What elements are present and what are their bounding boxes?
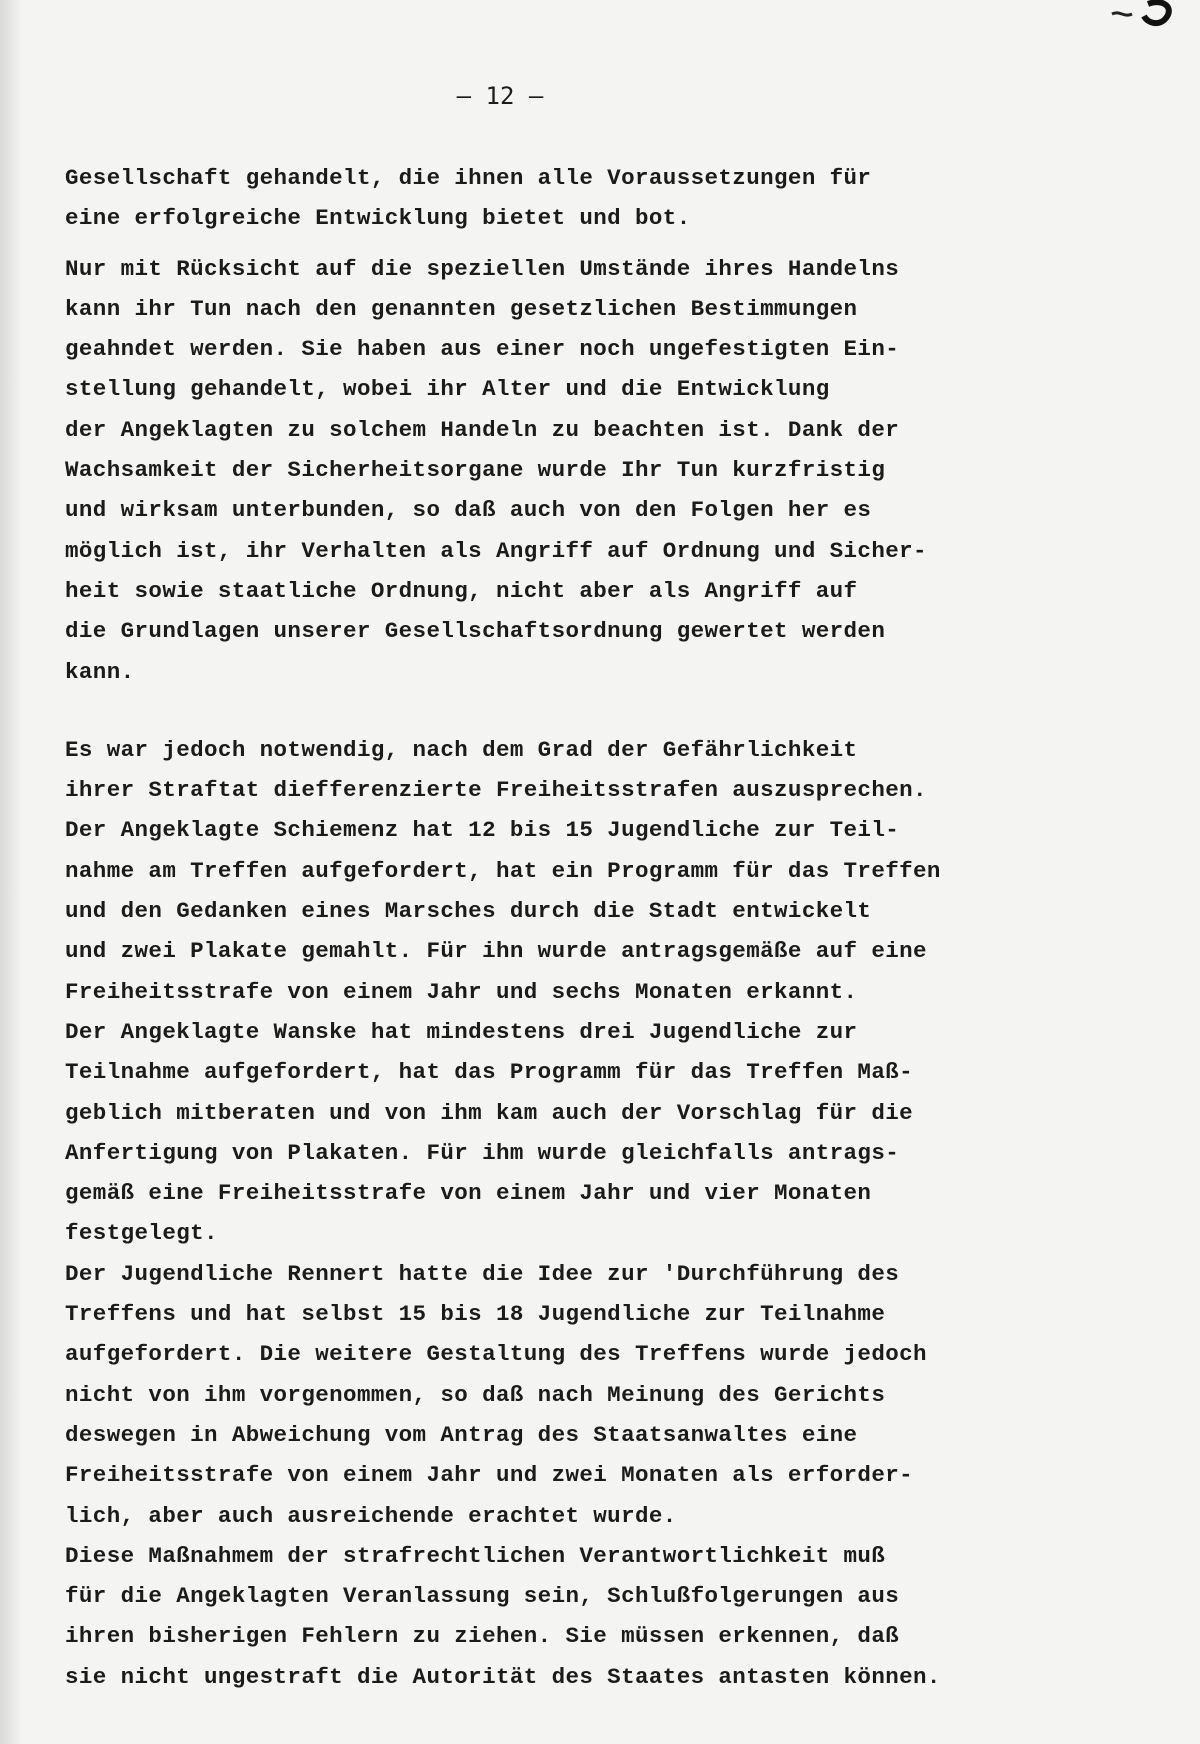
text-line: und den Gedanken eines Marsches durch die Stadt entwickelt [65, 898, 872, 925]
text-line: der Angeklagten zu solchem Handeln zu beachten ist. Dank der [65, 416, 900, 443]
paragraph-gap [65, 692, 1125, 730]
text-line: Freiheitsstrafe von einem Jahr und sechs Monaten erkannt. [65, 978, 858, 1005]
text-line: geahndet werden. Sie haben aus einer noch ungefestigten Ein- [65, 336, 900, 363]
text-line: Der Angeklagte Schiemenz hat 12 bis 15 Jugendliche zur Teil- [65, 817, 900, 844]
text-line: und wirksam unterbunden, so daß auch von den Folgen her es [65, 497, 872, 524]
text-line: Treffens und hat selbst 15 bis 18 Jugendliche zur Teilnahme [65, 1301, 886, 1328]
paragraph-2 [65, 249, 1125, 692]
text-line: kann ihr Tun nach den genannten gesetzlichen Bestimmungen [65, 295, 858, 322]
corner-pen-mark [1108, 0, 1178, 30]
text-line: heit sowie staatliche Ordnung, nicht aber als Angriff auf [65, 577, 858, 604]
paragraph-1 [65, 158, 1125, 239]
text-line: und zwei Plakate gemahlt. Für ihn wurde antragsgemäße auf eine [65, 938, 927, 965]
text-line: Der Angeklagte Wanske hat mindestens drei Jugendliche zur [65, 1018, 858, 1045]
text-line: stellung gehandelt, wobei ihr Alter und die Entwicklung [65, 376, 830, 403]
text-line: eine erfolgreiche Entwicklung bietet und bot. [65, 205, 691, 232]
text-line: nahme am Treffen aufgefordert, hat ein Programm für das Treffen [65, 857, 941, 884]
paragraph-3 [65, 730, 1125, 1697]
text-line: Nur mit Rücksicht auf die speziellen Umstände ihres Handelns [65, 255, 900, 282]
text-line: geblich mitberaten und von ihm kam auch der Vorschlag für die [65, 1099, 914, 1126]
text-line: Der Jugendliche Rennert hatte die Idee zur 'Durchführung des [65, 1260, 900, 1287]
page-number: – 12 – [456, 82, 544, 110]
paragraph-gap [65, 239, 1125, 249]
text-line: ihrer Straftat diefferenzierte Freiheitsstrafen auszusprechen. [65, 777, 927, 804]
text-line: Gesellschaft gehandelt, die ihnen alle Voraussetzungen für [65, 165, 872, 191]
text-line: Wachsamkeit der Sicherheitsorgane wurde Ihr Tun kurzfristig [65, 457, 886, 484]
text-line: möglich ist, ihr Verhalten als Angriff auf Ordnung und Sicher- [65, 537, 927, 564]
text-line: gemäß eine Freiheitsstrafe von einem Jahr und vier Monaten [65, 1180, 872, 1207]
text-line: ihren bisherigen Fehlern zu ziehen. Sie müssen erkennen, daß [65, 1623, 900, 1650]
text-line: Teilnahme aufgefordert, hat das Programm für das Treffen Maß- [65, 1059, 914, 1086]
text-line: aufgefordert. Die weitere Gestaltung des Treffens wurde jedoch [65, 1341, 927, 1368]
text-line: Es war jedoch notwendig, nach dem Grad der Gefährlichkeit [65, 736, 858, 763]
text-line: deswegen in Abweichung vom Antrag des Staatsanwaltes eine [65, 1421, 858, 1448]
text-line: sie nicht ungestraft die Autorität des Staates antasten können. [65, 1663, 941, 1690]
text-line: Diese Maßnahmem der strafrechtlichen Verantwortlichkeit muß [65, 1542, 886, 1569]
scan-edge-shadow [0, 0, 22, 1744]
text-line: die Grundlagen unserer Gesellschaftsordnung gewertet werden [65, 618, 886, 645]
text-line: Anfertigung von Plakaten. Für ihm wurde gleichfalls antrags- [65, 1139, 900, 1166]
text-line: Freiheitsstrafe von einem Jahr und zwei Monaten als erforder- [65, 1462, 914, 1489]
typed-body-text [65, 158, 1125, 1697]
text-line: für die Angeklagten Veranlassung sein, Schlußfolgerungen aus [65, 1583, 900, 1610]
text-line: festgelegt. [65, 1220, 218, 1247]
text-line: nicht von ihm vorgenommen, so daß nach Meinung des Gerichts [65, 1381, 886, 1408]
text-line: kann. [65, 658, 135, 685]
text-line: lich, aber auch ausreichende erachtet wurde. [65, 1502, 677, 1529]
